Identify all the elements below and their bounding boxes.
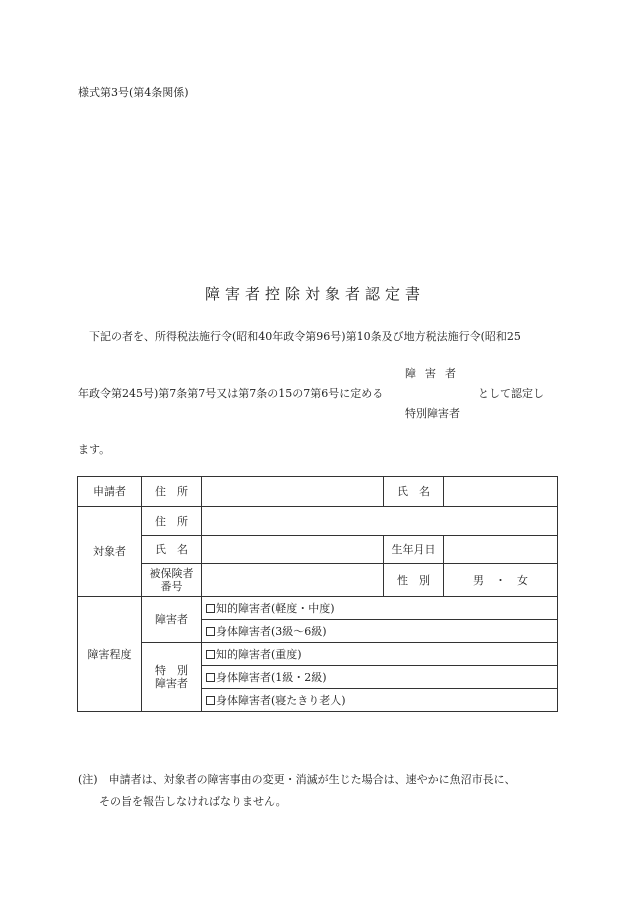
checkbox[interactable]: [206, 696, 215, 705]
subject-label: 対象者: [78, 507, 142, 597]
insured-number-label-line-1: 被保険者: [149, 567, 194, 580]
note-line-2: その旨を報告しなければなりません。: [99, 795, 287, 808]
body-line-3: ます。: [78, 443, 111, 456]
subject-name-label: 氏 名: [142, 536, 202, 564]
insured-row: [78, 564, 558, 597]
applicant-label: 申請者: [78, 477, 142, 507]
option-row[interactable]: [202, 689, 558, 712]
checkbox[interactable]: [206, 604, 215, 613]
subject-address-field[interactable]: [202, 507, 558, 536]
special-label-line-1: 特 別: [155, 664, 188, 677]
checkbox[interactable]: [206, 650, 215, 659]
checkbox[interactable]: [206, 627, 215, 636]
subject-address-label: 住 所: [142, 507, 202, 536]
birthdate-field[interactable]: [444, 536, 558, 564]
sex-label: 性 別: [384, 564, 444, 597]
sex-options[interactable]: 男 ・ 女: [444, 564, 558, 597]
applicant-address-field[interactable]: [202, 477, 384, 507]
applicant-address-label: 住 所: [142, 477, 202, 507]
option-label: 身体障害者(1級・2級): [216, 670, 327, 684]
insured-number-label: [142, 564, 202, 597]
insured-number-label-line-2: 番号: [160, 580, 183, 593]
degree-label: 障害程度: [78, 597, 142, 712]
option-label: 身体障害者(3級～6級): [216, 624, 327, 638]
degree-row-1: [78, 597, 558, 620]
option-row[interactable]: [202, 597, 558, 620]
form-number: 様式第3号(第4条関係): [78, 86, 189, 99]
category-disabled: 障害者: [405, 367, 465, 380]
applicant-name-field[interactable]: [444, 477, 558, 507]
body-line-1: 下記の者を、所得税法施行令(昭和40年政令第96号)第10条及び地方税法施行令(昭和25: [89, 330, 521, 343]
special-disabled-label: [142, 643, 202, 712]
degree-row-3: [78, 643, 558, 666]
certificate-table: [77, 476, 558, 712]
subject-name-field[interactable]: [202, 536, 384, 564]
category-special-disabled: 特別障害者: [405, 407, 460, 420]
body-line-2-end: として認定し: [478, 387, 544, 400]
applicant-name-label: 氏 名: [384, 477, 444, 507]
applicant-row: [78, 477, 558, 507]
subject-name-row: [78, 536, 558, 564]
option-row[interactable]: [202, 643, 558, 666]
option-label: 知的障害者(軽度・中度): [216, 601, 335, 615]
option-label: 身体障害者(寝たきり老人): [216, 693, 346, 707]
note-line-1: (注) 申請者は、対象者の障害事由の変更・消滅が生じた場合は、速やかに魚沼市長に、: [78, 773, 516, 786]
subject-address-row: [78, 507, 558, 536]
option-row[interactable]: [202, 666, 558, 689]
document-title: 障害者控除対象者認定書: [204, 285, 425, 303]
special-label-line-2: 障害者: [155, 677, 188, 690]
checkbox[interactable]: [206, 673, 215, 682]
birthdate-label: 生年月日: [384, 536, 444, 564]
insured-number-field[interactable]: [202, 564, 384, 597]
option-row[interactable]: [202, 620, 558, 643]
disabled-label: 障害者: [142, 597, 202, 643]
option-label: 知的障害者(重度): [216, 647, 302, 661]
body-line-2: 年政令第245号)第7条第7号又は第7条の15の7第6号に定める: [78, 387, 384, 400]
